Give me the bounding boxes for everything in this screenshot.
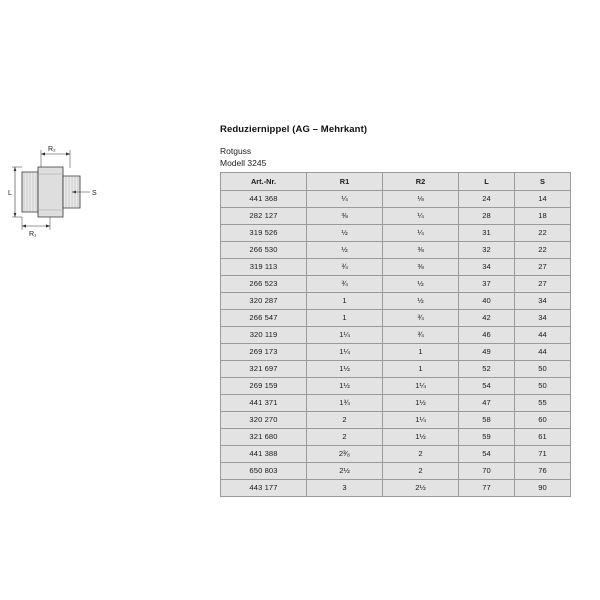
cell-value: 24 <box>459 191 515 208</box>
cell-artnr: 441 388 <box>221 446 307 463</box>
cell-value: 70 <box>459 463 515 480</box>
dimension-label-s: S <box>92 190 97 197</box>
cell-value: 40 <box>459 293 515 310</box>
cell-value: 2½ <box>383 480 459 497</box>
cell-value: 34 <box>459 259 515 276</box>
table-row <box>221 361 571 378</box>
page-title: Reduziernippel (AG – Mehrkant) <box>220 124 368 135</box>
table-body <box>221 191 571 497</box>
specification-table <box>220 172 571 497</box>
cell-value: 46 <box>459 327 515 344</box>
cell-value: 1¾ <box>307 395 383 412</box>
cell-value: 1½ <box>307 361 383 378</box>
cell-value: 3 <box>307 480 383 497</box>
cell-value: ¾ <box>383 310 459 327</box>
cell-value: 55 <box>515 395 571 412</box>
material-label: Rotguss <box>220 146 252 156</box>
cell-value: 31 <box>459 225 515 242</box>
cell-value: 59 <box>459 429 515 446</box>
table-row <box>221 480 571 497</box>
cell-value: 1½ <box>383 395 459 412</box>
cell-value: 1 <box>307 310 383 327</box>
table-row <box>221 327 571 344</box>
cell-value: ⅜ <box>383 259 459 276</box>
product-drawing <box>8 140 118 240</box>
cell-value: 1½ <box>383 429 459 446</box>
column-header-r2: R2 <box>383 173 459 191</box>
cell-value: 1¼ <box>383 412 459 429</box>
cell-value: 1¼ <box>307 344 383 361</box>
cell-value: 54 <box>459 446 515 463</box>
cell-artnr: 650 803 <box>221 463 307 480</box>
table-row <box>221 242 571 259</box>
model-label: Modell 3245 <box>220 158 267 168</box>
column-header-artnr: Art.-Nr. <box>221 173 307 191</box>
cell-value: ½ <box>307 242 383 259</box>
cell-value: 71 <box>515 446 571 463</box>
cell-value: 58 <box>459 412 515 429</box>
table-row <box>221 395 571 412</box>
cell-value: 27 <box>515 276 571 293</box>
dimension-label-r1: R₁ <box>29 231 37 238</box>
cell-value: ½ <box>383 293 459 310</box>
cell-artnr: 320 287 <box>221 293 307 310</box>
cell-value: ½ <box>307 225 383 242</box>
cell-value: 54 <box>459 378 515 395</box>
table-row <box>221 191 571 208</box>
cell-value: 28 <box>459 208 515 225</box>
cell-value: 22 <box>515 242 571 259</box>
table-row <box>221 259 571 276</box>
cell-value: ¾ <box>307 259 383 276</box>
cell-value: 37 <box>459 276 515 293</box>
cell-value: 2³⁄₈ <box>307 446 383 463</box>
cell-artnr: 441 371 <box>221 395 307 412</box>
cell-value: 44 <box>515 344 571 361</box>
cell-artnr: 441 368 <box>221 191 307 208</box>
column-header-s: S <box>515 173 571 191</box>
cell-artnr: 282 127 <box>221 208 307 225</box>
table-row <box>221 344 571 361</box>
cell-artnr: 320 119 <box>221 327 307 344</box>
cell-value: 2 <box>383 463 459 480</box>
cell-value: 1½ <box>307 378 383 395</box>
cell-value: 50 <box>515 378 571 395</box>
cell-value: ¼ <box>307 191 383 208</box>
cell-value: 61 <box>515 429 571 446</box>
table-row <box>221 446 571 463</box>
cell-artnr: 319 526 <box>221 225 307 242</box>
cell-value: ¾ <box>383 327 459 344</box>
cell-value: 52 <box>459 361 515 378</box>
reducing-nipple-diagram <box>8 140 118 240</box>
cell-value: 22 <box>515 225 571 242</box>
cell-value: 49 <box>459 344 515 361</box>
cell-value: 1¼ <box>307 327 383 344</box>
cell-value: 34 <box>515 310 571 327</box>
cell-value: 50 <box>515 361 571 378</box>
cell-value: 60 <box>515 412 571 429</box>
cell-value: 2 <box>307 429 383 446</box>
cell-value: 34 <box>515 293 571 310</box>
cell-value: ⅜ <box>307 208 383 225</box>
cell-artnr: 266 547 <box>221 310 307 327</box>
table-row <box>221 463 571 480</box>
cell-artnr: 443 177 <box>221 480 307 497</box>
cell-value: 44 <box>515 327 571 344</box>
product-info <box>220 124 570 497</box>
cell-value: 90 <box>515 480 571 497</box>
table-row <box>221 208 571 225</box>
cell-value: 76 <box>515 463 571 480</box>
cell-value: 27 <box>515 259 571 276</box>
dimension-label-l: L <box>8 190 12 197</box>
cell-value: 14 <box>515 191 571 208</box>
column-header-r1: R1 <box>307 173 383 191</box>
table-row <box>221 276 571 293</box>
cell-value: 2 <box>307 412 383 429</box>
table-row <box>221 310 571 327</box>
table-row <box>221 293 571 310</box>
cell-value: 2 <box>383 446 459 463</box>
cell-artnr: 320 270 <box>221 412 307 429</box>
table-row <box>221 412 571 429</box>
table-row <box>221 378 571 395</box>
cell-value: 18 <box>515 208 571 225</box>
cell-value: 2½ <box>307 463 383 480</box>
cell-value: 32 <box>459 242 515 259</box>
cell-value: 1 <box>383 344 459 361</box>
cell-value: ½ <box>383 276 459 293</box>
cell-value: 1 <box>383 361 459 378</box>
cell-artnr: 269 159 <box>221 378 307 395</box>
cell-artnr: 266 523 <box>221 276 307 293</box>
cell-value: ¾ <box>307 276 383 293</box>
cell-value: ¼ <box>383 208 459 225</box>
cell-value: 1¼ <box>383 378 459 395</box>
table-row <box>221 225 571 242</box>
cell-value: ¼ <box>383 225 459 242</box>
cell-artnr: 321 697 <box>221 361 307 378</box>
dimension-label-r2: R₂ <box>48 146 56 153</box>
cell-value: 42 <box>459 310 515 327</box>
cell-artnr: 319 113 <box>221 259 307 276</box>
cell-artnr: 266 530 <box>221 242 307 259</box>
cell-artnr: 321 680 <box>221 429 307 446</box>
cell-value: 47 <box>459 395 515 412</box>
table-header-row <box>221 173 571 191</box>
column-header-l: L <box>459 173 515 191</box>
cell-artnr: 269 173 <box>221 344 307 361</box>
cell-value: ⅜ <box>383 242 459 259</box>
cell-value: 1 <box>307 293 383 310</box>
cell-value: ⅛ <box>383 191 459 208</box>
table-row <box>221 429 571 446</box>
cell-value: 77 <box>459 480 515 497</box>
